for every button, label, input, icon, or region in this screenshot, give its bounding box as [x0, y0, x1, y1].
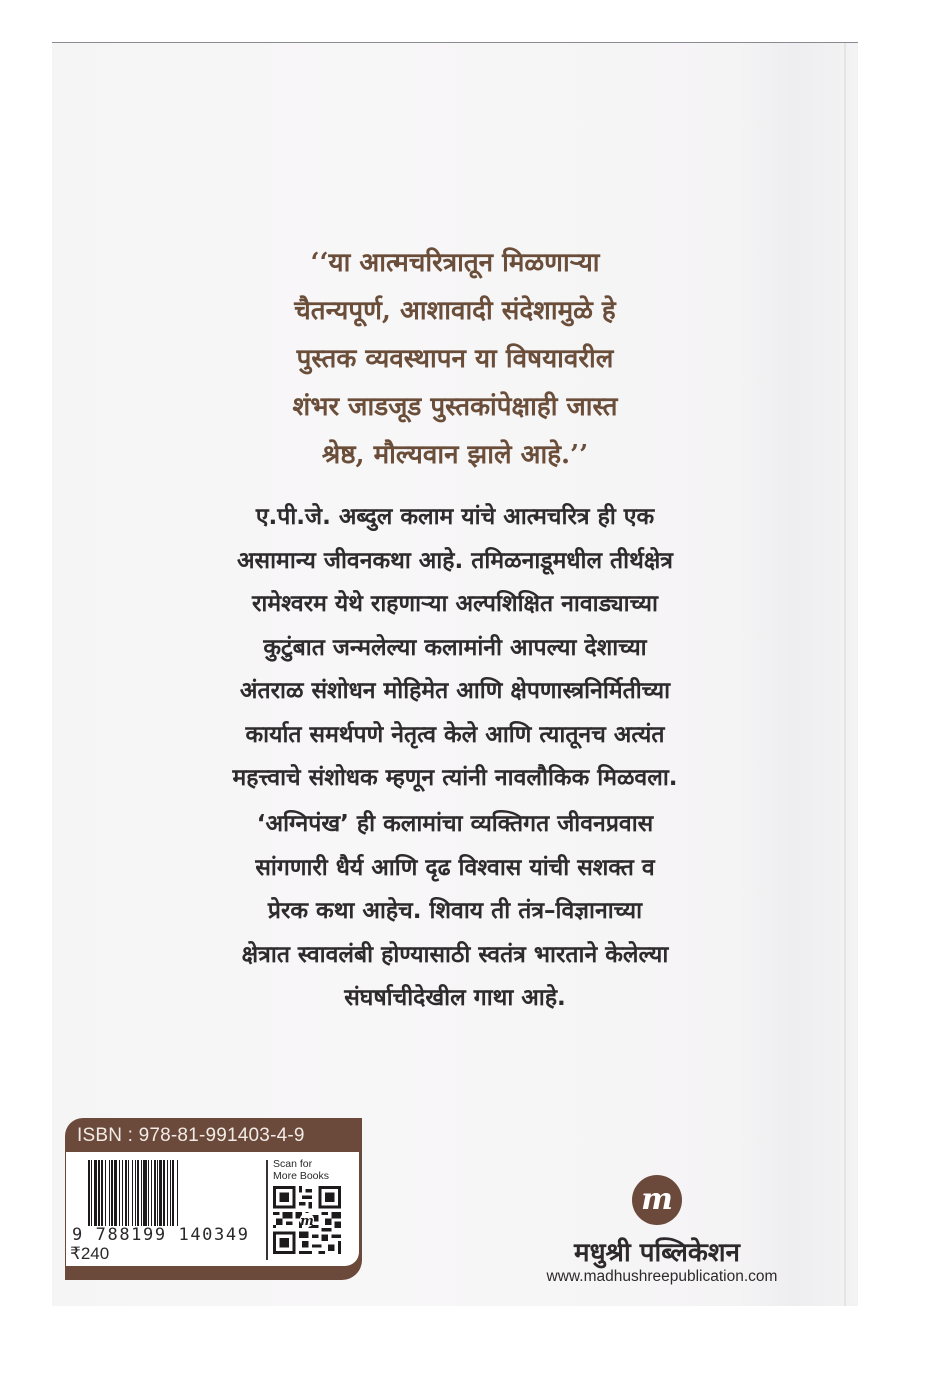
qr-code-icon[interactable]: [273, 1186, 341, 1254]
isbn-label: ISBN : 978-81-991403-4-9: [77, 1125, 305, 1146]
paragraph-line: रामेश्वरम येथे राहणाऱ्या अल्पशिक्षित नावाड्याच्या: [252, 591, 658, 617]
paragraph-line: क्षेत्रात स्वावलंबी होण्यासाठी स्वतंत्र भारताने केलेल्या: [241, 941, 669, 968]
paragraph-line: सांगणारी धैर्य आणि दृढ विश्वास यांची सशक्त व: [255, 854, 655, 881]
paragraph-line: कार्यात समर्थपणे नेतृत्व केले आणि त्यातूनच अत्यंत: [245, 721, 665, 748]
paragraph-line: अंतराळ संशोधन मोहिमेत आणि क्षेपणास्त्रनिर्मितीच्या: [239, 678, 671, 704]
paragraph-line: महत्त्वाचे संशोधक म्हणून त्यांनी नावलौकिक मिळवला.: [232, 765, 678, 791]
paragraph-line: संघर्षाचीदेखील गाथा आहे.: [344, 985, 566, 1011]
paragraph-line: ‘अग्निपंख’ ही कलामांचा व्यक्तिगत जीवनप्रवास: [256, 811, 654, 837]
quote-line: शंभर जाडजूड पुस्तकांपेक्षाही जास्त: [292, 392, 618, 422]
publisher-name: मधुश्री पब्लिकेशन: [574, 1238, 740, 1268]
divider: [266, 1160, 268, 1260]
blurb-quote: [52, 239, 858, 479]
publisher-website-link[interactable]: www.madhushreepublication.com: [546, 1268, 778, 1285]
quote-line: ‘‘या आत्मचरित्रातून मिळणाऱ्या: [310, 248, 600, 278]
quote-line: चैतन्यपूर्ण, आशावादी संदेशामुळे हे: [294, 296, 616, 326]
qr-caption-line: More Books: [273, 1170, 330, 1182]
barcode-digits: 9 788199 140349: [72, 1225, 250, 1245]
description-paragraph-1: [52, 496, 858, 801]
svg-text:m: m: [300, 1213, 314, 1229]
isbn-block: [65, 1118, 362, 1280]
barcode-icon: [88, 1160, 252, 1226]
paragraph-line: असामान्य जीवनकथा आहे. तमिळनाडूमधील तीर्थक्षेत्र: [236, 547, 674, 574]
quote-line: श्रेष्ठ, मौल्यवान झाले आहे.’’: [321, 440, 589, 470]
paragraph-line: ए.पी.जे. अब्दुल कलाम यांचे आत्मचरित्र ही एक: [255, 504, 655, 530]
qr-caption: [273, 1158, 329, 1182]
paragraph-line: कुटुंबात जन्मलेल्या कलामांनी आपल्या देशाच्या: [263, 634, 647, 661]
quote-line: पुस्तक व्यवस्थापन या विषयावरील: [296, 344, 614, 374]
publisher-logo-icon: m: [632, 1175, 682, 1225]
isbn-inner-panel: [66, 1152, 359, 1266]
book-back-cover: [52, 42, 858, 1306]
description-paragraph-2: [52, 803, 858, 1021]
price-label: ₹240: [70, 1244, 110, 1263]
qr-caption-line: Scan for: [273, 1158, 313, 1170]
paragraph-line: प्रेरक कथा आहेच. शिवाय ती तंत्र–विज्ञानाच्या: [267, 898, 643, 924]
